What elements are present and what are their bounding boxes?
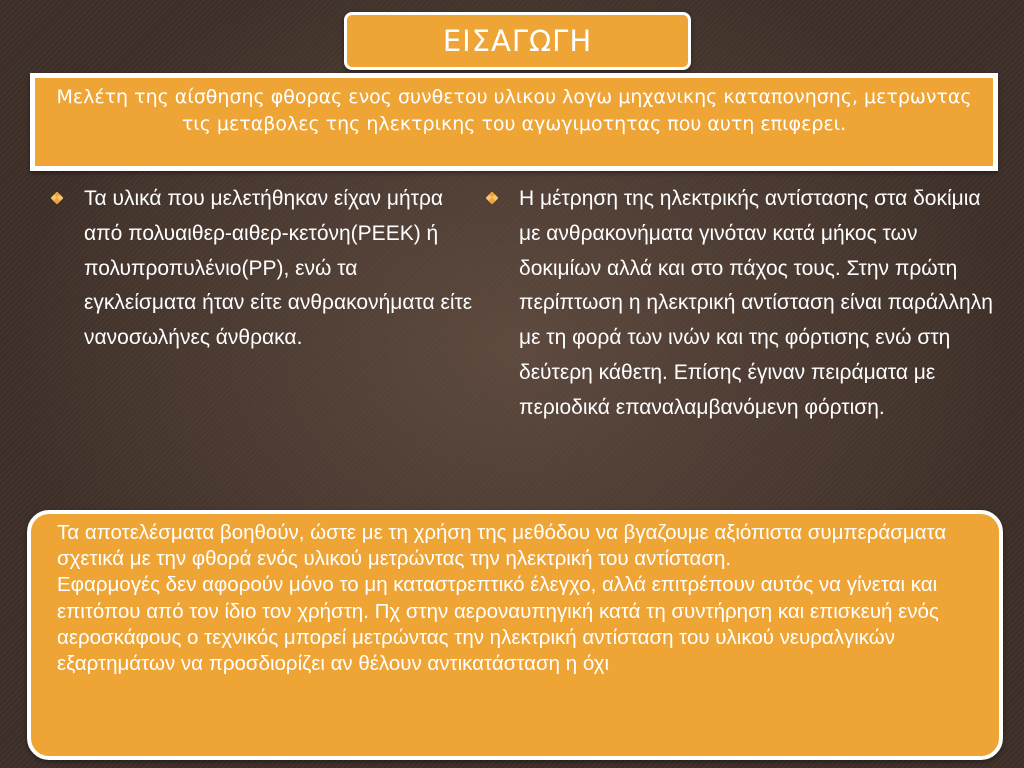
right-bullet	[485, 182, 995, 426]
right-bullet-text: Η μέτρηση της ηλεκτρικής αντίστασης στα δοκίμια με ανθρακονήματα γινόταν κατά μήκος των δοκιμίων αλλά και στο πάχος τους. Στην πρώτη περίπτωση η ηλεκτρική αντίσταση είναι παράλληλη με τη φορά των ινών και της φόρτισης ενώ στη δεύτερη κάθετη. Επίσης έγιναν πειράματα με περιοδικά επαναλαμβανόμενη φόρτιση.	[519, 187, 993, 419]
results-paragraph-2: Εφαρμογές δεν αφορούν μόνο το μη καταστρεπτικό έλεγχο, αλλά επιτρέπουν αυτός να γίνεται και επιτόπου από τον ίδιο τον χρήστη. Πχ στην αεροναυπηγική κατά τη συντήρηση και επισκευή ενός αεροσκάφους ο τεχνικός μπορεί μετρώντας την ηλεκτρική αντίσταση του υλικού νευραλγικών εξαρτημάτων να προσδιορίζει αν θέλουν αντικατάσταση η όχι	[57, 573, 939, 676]
results-box	[27, 510, 1003, 760]
slide-title	[344, 12, 691, 70]
slide-title-text: ΕΙΣΑΓΩΓΗ	[442, 24, 593, 58]
diamond-bullet-icon	[50, 191, 64, 205]
diamond-bullet-icon	[485, 191, 499, 205]
results-paragraph-1: Τα αποτελέσματα βοηθούν, ώστε με τη χρήση της μεθόδου να βγαζουμε αξιόπιστα συμπεράσματα σχετικά με την φθορά ενός υλικού μετρώντας την ηλεκτρική του αντίσταση.	[57, 521, 947, 571]
intro-box	[30, 73, 998, 171]
intro-text: Μελέτη της αίσθησης φθορας ενος συνθετου υλικου λογω μηχανικης καταπονησης, μετρωντας τις μεταβολες της ηλεκτρικης του αγωγιμοτητας που αυτη επιφερει.	[56, 86, 972, 135]
right-column	[485, 182, 995, 426]
left-bullet	[50, 182, 475, 356]
left-column	[50, 182, 475, 356]
left-bullet-text: Τα υλικά που μελετήθηκαν είχαν μήτρα από πολυαιθερ-αιθερ-κετόνη(PEEK) ή πολυπροπυλένιο(PP), ενώ τα εγκλείσματα ήταν είτε ανθρακονήματα είτε νανοσωλήνες άνθρακα.	[84, 187, 473, 350]
